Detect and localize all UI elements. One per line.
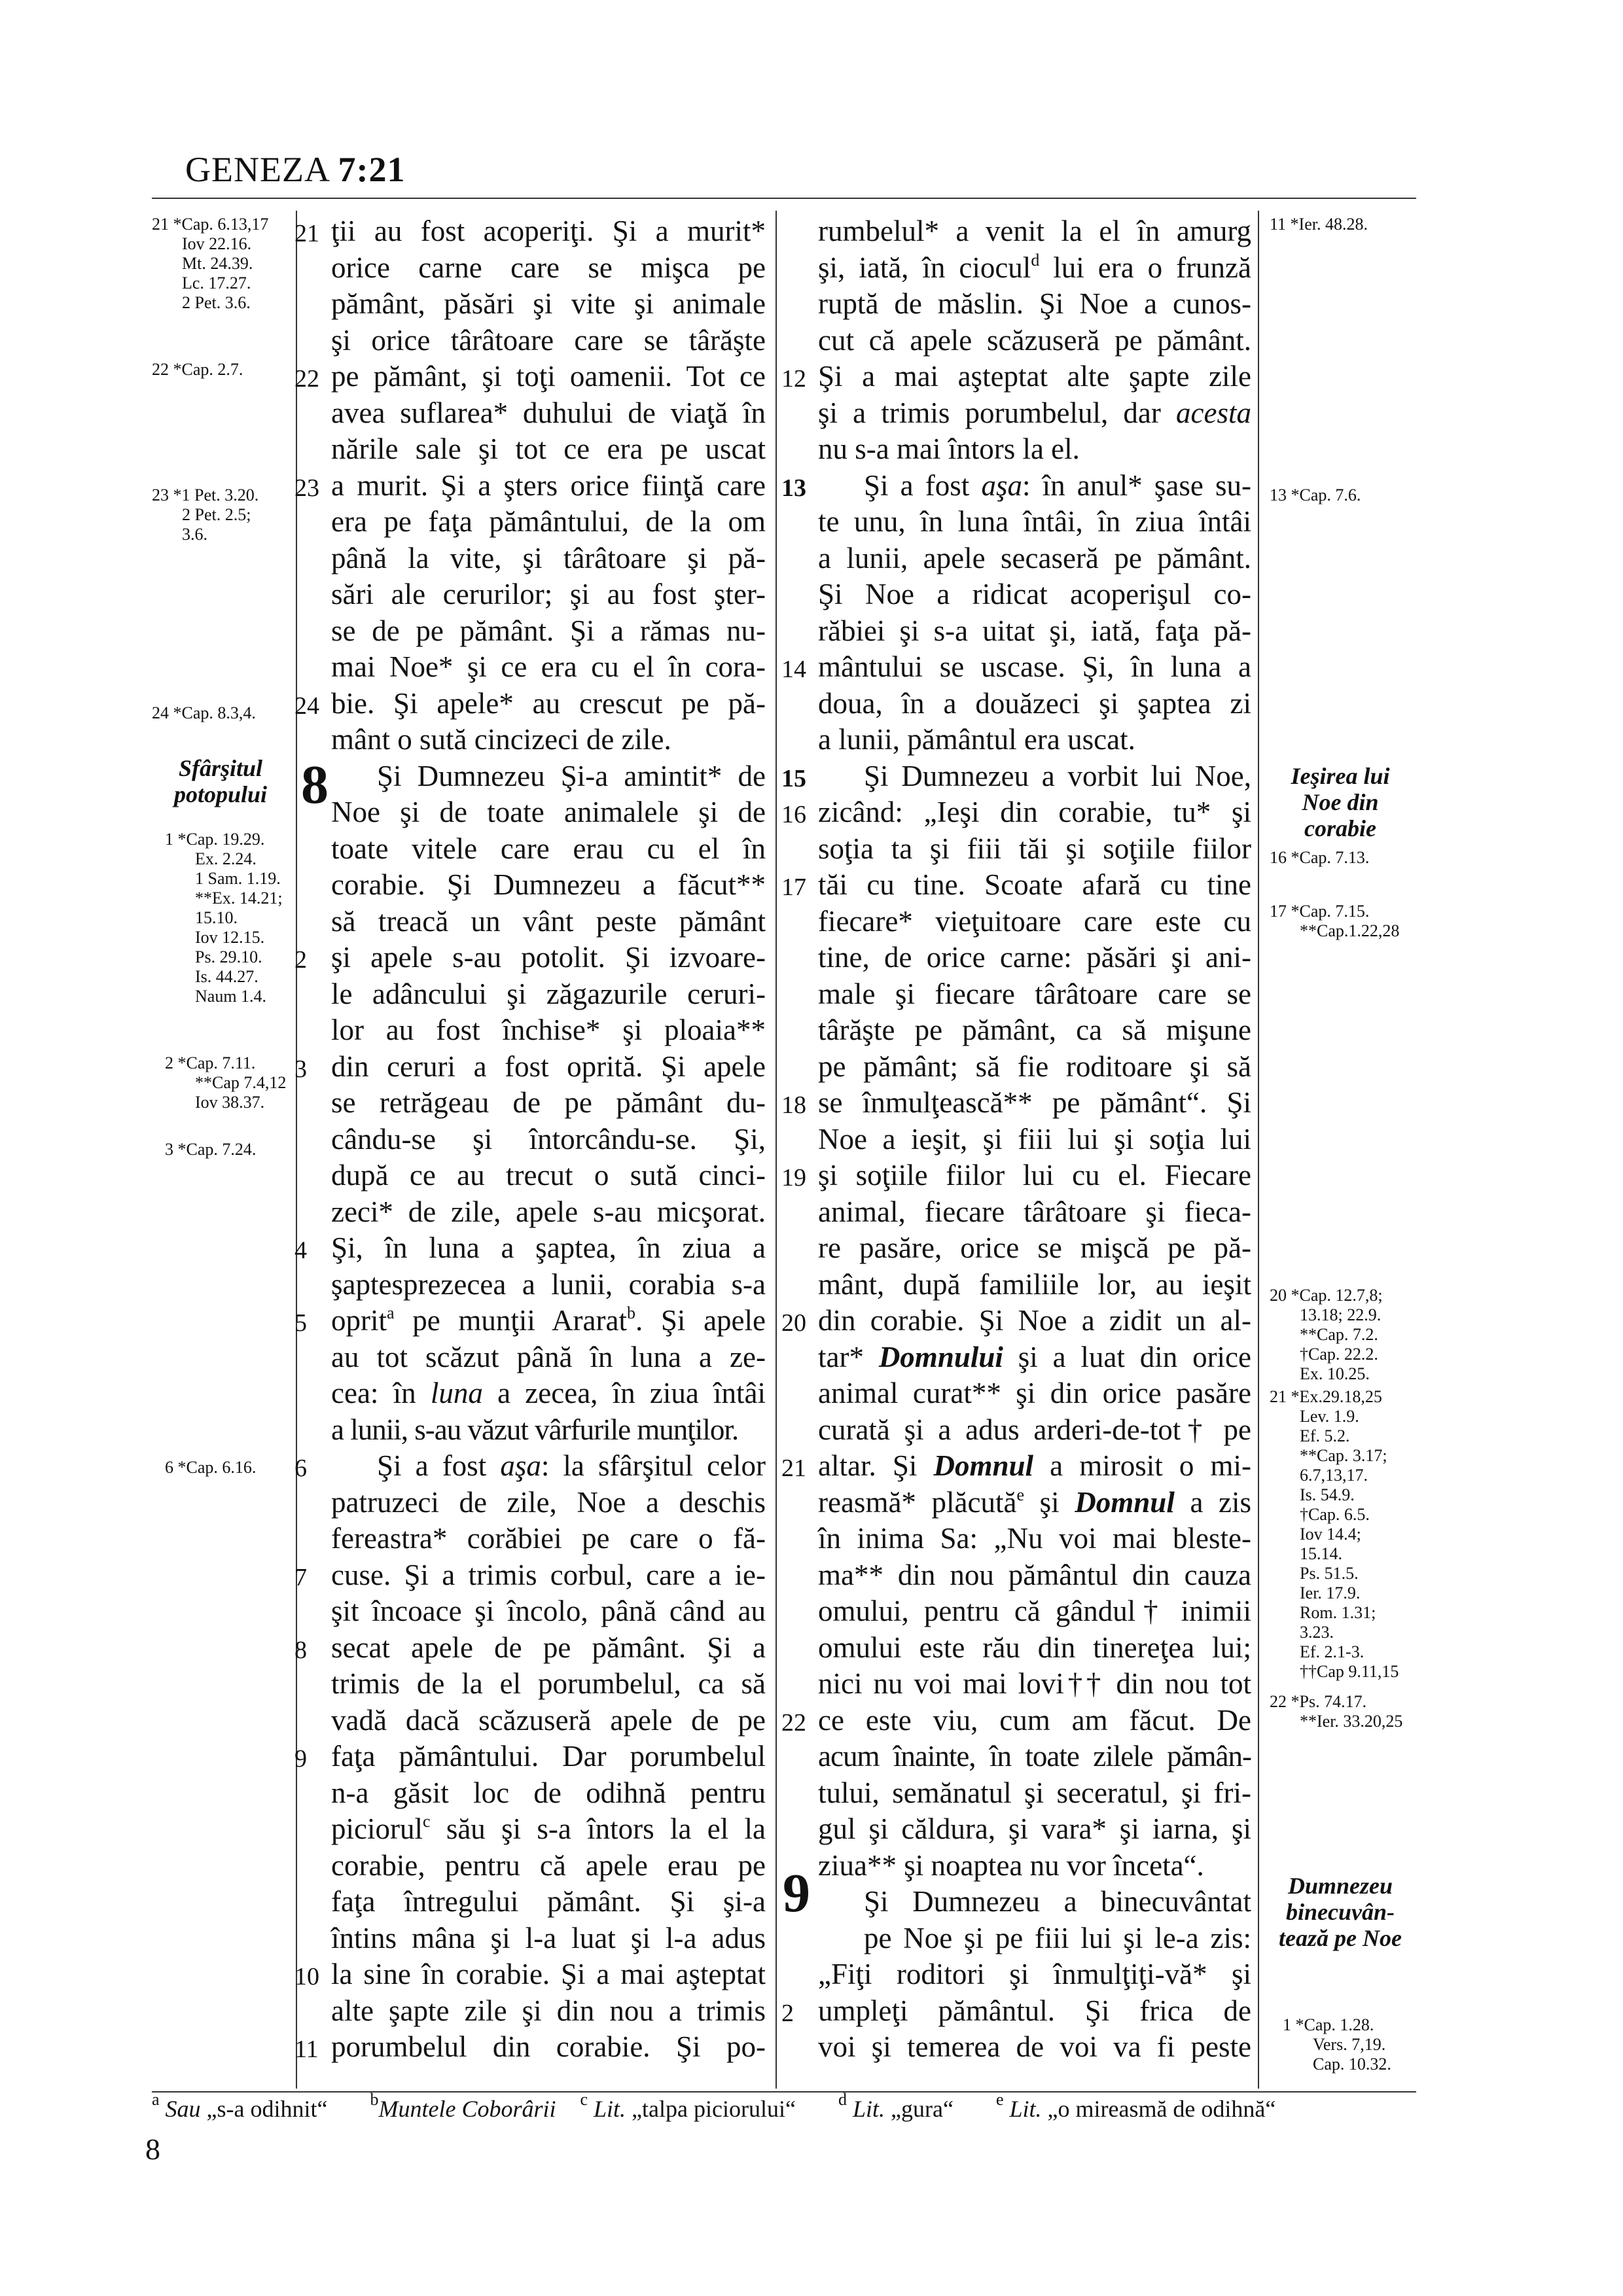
ref-block: 13 *Cap. 7.6. — [1270, 486, 1361, 504]
text-line: 19 şi soţiile fiilor lui cu el. Fiecare — [781, 1159, 1251, 1192]
text-line: 6 Şi a fost aşa: la sfârşitul celor — [294, 1449, 766, 1482]
running-header — [185, 149, 405, 190]
text-line: nu s-a mai întors la el. — [818, 433, 1080, 465]
text-line: se de pe pământ. Şi a rămas nu- — [331, 614, 766, 647]
text-line: întins mâna şi l-a luat şi l-a adus — [331, 1921, 766, 1954]
ref-block: 17 *Cap. 7.15. **Cap.1.22,28 — [1270, 902, 1400, 940]
text-line: ruptă de măslin. Şi Noe a cunos- — [818, 287, 1251, 320]
text-column-1 — [294, 213, 766, 2066]
page-number: 8 — [145, 2132, 160, 2166]
text-line: în inima Sa: „Nu voi mai bleste- — [818, 1522, 1251, 1555]
text-line: a lunii, s-au văzut vârfurile munţilor. — [331, 1413, 739, 1446]
book-name: GENEZA — [185, 150, 329, 189]
text-line: nările sale şi tot ce era pe uscat — [331, 433, 766, 465]
text-line: şi orice târâtoare care se târăşte — [331, 323, 766, 357]
text-line: piciorul$^c$ său şi s-a întors la el la — [331, 1812, 766, 1845]
text-line: 17 tăi cu tine. Scoate afară cu tine — [781, 868, 1251, 901]
chapter-verse: 7:21 — [338, 150, 406, 189]
text-line: 16 zicând: „Ieşi din corabie, tu* şi — [781, 796, 1251, 828]
text-line: şi a trimis porumbelul, dar acesta — [818, 396, 1251, 429]
text-line: să treacă un vânt peste pământ — [331, 904, 766, 938]
footnotes — [152, 2090, 1416, 2123]
text-line: „Fiţi roditori şi înmulţiţi-vă* şi — [818, 1958, 1251, 1990]
text-line: 3 din ceruri a fost oprită. Şi apele — [294, 1050, 766, 1083]
text-line: târăşte pe pământ, ca să mişune — [818, 1014, 1251, 1046]
footnote: $^a$ Sau „s-a odihnit“ — [152, 2090, 328, 2122]
ref-block: 6 *Cap. 6.16. — [165, 1458, 257, 1477]
ref-block: 21 *Cap. 6.13,17 Iov 22.16. Mt. 24.39. Lc. 17.27. 2 Pet. 3.6. — [152, 215, 269, 312]
text-line: n-a găsit loc de odihnă pentru — [331, 1776, 766, 1809]
text-line: male şi fiecare târâtoare care se — [818, 977, 1251, 1010]
text-line: se retrăgeau de pe pământ du- — [331, 1086, 766, 1119]
text-line: alte şapte zile şi din nou a trimis — [331, 1994, 766, 2027]
text-line: animal, fiecare târâtoare şi fieca- — [818, 1195, 1251, 1228]
text-line: 2 umpleţi pământul. Şi frica de — [781, 1994, 1251, 2027]
text-line: corabie. Şi Dumnezeu a făcut** — [331, 868, 766, 901]
text-line: 11 porumbelul din corabie. Şi po- — [294, 2030, 766, 2063]
text-line: 23 a murit. Şi a şters orice fiinţă care — [294, 468, 766, 502]
ref-block: 1 *Cap. 1.28. Vers. 7,19. Cap. 10.32. — [1283, 2015, 1391, 2074]
ref-block: 23 *1 Pet. 3.20. 2 Pet. 2.5; 3.6. — [152, 486, 259, 544]
text-line: 20 din corabie. Şi Noe a zidit un al- — [781, 1304, 1251, 1337]
text-line: 14 mântului se uscase. Şi, în luna a — [781, 650, 1251, 683]
text-line: faţa întregului pământ. Şi şi-a — [331, 1885, 766, 1918]
text-line: omului este rău din tinereţea lui; — [818, 1631, 1251, 1664]
text-line: acum înainte, în toate zilele pămân- — [818, 1740, 1251, 1773]
text-line: şaptesprezecea a lunii, corabia s-a — [331, 1267, 766, 1301]
section-heading-exit-ark: Ieşirea lui Noe din corabie — [1291, 763, 1390, 841]
text-line: lor au fost închise* şi ploaia** — [331, 1014, 766, 1046]
text-line: cut că apele scăzuseră pe pământ. — [818, 323, 1251, 357]
section-heading-god-blesses-noah: Dumnezeu binecuvân- tează pe Noe — [1279, 1873, 1402, 1951]
ref-block: 1 *Cap. 19.29. Ex. 2.24. 1 Sam. 1.19. **Ex. 14.21; 15.10. Iov 12.15. Ps. 29.10. Is. 44.27. Naum 1.4. — [165, 830, 283, 1006]
text-line: te unu, în luna întâi, în ziua întâi — [818, 505, 1251, 538]
text-line: mai Noe* şi ce era cu el în cora- — [331, 650, 766, 683]
text-line: 9 faţa pământului. Dar porumbelul — [294, 1740, 766, 1773]
text-line: animal curat** şi din orice pasăre — [818, 1377, 1251, 1409]
ref-block: 3 *Cap. 7.24. — [165, 1140, 257, 1159]
text-line: tar* Domnului şi a luat din orice — [818, 1340, 1252, 1373]
text-line: era pe faţa pământului, de la om — [331, 505, 766, 538]
column-rule-middle — [776, 211, 777, 2089]
section-heading-end-of-flood: Sfârşitul potopului — [173, 755, 268, 807]
text-line: toate vitele care erau cu el în — [331, 832, 766, 865]
text-line: vadă dacă scăzuseră apele de pe — [331, 1703, 766, 1737]
text-line: mânt o sută cincizeci de zile. — [331, 723, 671, 756]
text-line: tului, semănatul şi seceratul, şi fri- — [818, 1776, 1251, 1809]
text-line: cându-se şi întorcându-se. Şi, — [331, 1122, 766, 1156]
text-line: pe Noe şi pe fiii lui şi le-a zis: — [864, 1921, 1251, 1954]
text-line: 15 Şi Dumnezeu a vorbit lui Noe, — [781, 759, 1251, 792]
chapter-number-9: 9 — [783, 1863, 810, 1924]
text-line: voi şi temerea de voi va fi peste — [818, 2030, 1251, 2063]
text-line: Noe şi de toate animalele şi de — [331, 796, 766, 828]
ref-block: 2 *Cap. 7.11. **Cap 7.4,12 Iov 38.37. — [165, 1053, 287, 1112]
text-line: curată şi a adus arderi-de-tot† pe — [818, 1413, 1251, 1446]
chapter-number-8: 8 — [301, 754, 329, 815]
text-line: patruzeci de zile, Noe a deschis — [331, 1485, 766, 1519]
text-line: şit încoace şi încolo, până când au — [331, 1595, 766, 1627]
column-rule-right — [1258, 211, 1259, 2089]
text-line: după ce au trecut o sută cinci- — [331, 1159, 766, 1192]
text-line: 7 cuse. Şi a trimis corbul, care a ie- — [294, 1558, 766, 1591]
text-line: a lunii, pământul era uscat. — [818, 723, 1135, 756]
text-line: răbiei şi s-a uitat şi, iată, faţa pă- — [818, 614, 1251, 647]
text-line: doua, în a douăzeci şi şaptea zi — [818, 686, 1251, 720]
text-line: avea suflarea* duhului de viaţă în — [331, 396, 766, 429]
text-line: 22 pe pământ, şi toţi oamenii. Tot ce — [294, 360, 766, 393]
ref-block: 11 *Ier. 48.28. — [1270, 215, 1368, 234]
header-rule — [152, 198, 1416, 199]
text-line: pământ, păsări şi vite şi animale — [331, 287, 766, 320]
ref-block: 22 *Ps. 74.17. **Ier. 33.20,25 — [1270, 1692, 1403, 1731]
text-line: nici nu voi mai lovi†† din nou tot — [818, 1667, 1251, 1700]
ref-block: 24 *Cap. 8.3,4. — [152, 703, 256, 722]
text-line: rumbelul* a venit la el în amurg — [818, 215, 1251, 247]
ref-block: 16 *Cap. 7.13. — [1270, 848, 1370, 867]
ref-block: 21 *Ex.29.18,25 Lev. 1.9. Ef. 5.2. **Cap. 3.17; 6.7,13,17. Is. 54.9. †Cap. 6.5. Iov 14.4; 15.14. Ps. 51.5. Ier. 17.9. Rom. 1.31; 3.23. Ef. 2.1-3. ††Cap 9.11,15 — [1270, 1387, 1399, 1681]
text-line: 18 se înmulţească** pe pământ“. Şi — [781, 1086, 1251, 1119]
text-line: pe pământ; să fie roditoare şi să — [818, 1050, 1251, 1083]
text-line: le adâncului şi zăgazurile ceruri- — [331, 977, 766, 1010]
text-line: orice carne care se mişca pe — [331, 251, 766, 284]
ref-block: 22 *Cap. 2.7. — [152, 360, 243, 379]
text-line: Noe a ieşit, şi fiii lui şi soţia lui — [818, 1122, 1251, 1156]
text-line: 4 Şi, în luna a şaptea, în ziua a — [294, 1231, 766, 1264]
text-line: re pasăre, orice se mişcă pe pă- — [818, 1231, 1251, 1264]
text-line: fereastra* corăbiei pe care o fă- — [331, 1522, 766, 1555]
text-line: soţia ta şi fiii tăi şi soţiile fiilor — [818, 832, 1251, 865]
text-line: sări ale cerurilor; şi au fost şter- — [331, 578, 766, 610]
text-line: gul şi căldura, şi vara* şi iarna, şi — [818, 1812, 1251, 1845]
footnote: $^e$ Lit. „o mireasmă de odihnă“ — [995, 2090, 1276, 2122]
footnote: $^c$ Lit. „talpa piciorului“ — [580, 2090, 796, 2122]
text-column-2 — [781, 213, 1252, 2066]
text-line: 13 Şi a fost aşa: în anul* şase su- — [781, 468, 1251, 502]
text-line: corabie, pentru că apele erau pe — [331, 1848, 766, 1882]
text-line: cea: în luna a zecea, în ziua întâi — [331, 1377, 766, 1409]
text-line: tine, de orice carne: păsări şi ani- — [818, 941, 1251, 974]
text-line: Şi Dumnezeu Şi-a amintit* de — [377, 759, 766, 792]
text-line: reasmă* plăcută$^e$ şi Domnul a zis — [818, 1485, 1252, 1519]
text-line: omului, pentru că gândul† inimii — [818, 1595, 1251, 1627]
text-line: 10 la sine în corabie. Şi a mai aşteptat — [294, 1958, 766, 1990]
text-line: ma** din nou pământul din cauza — [818, 1558, 1251, 1591]
text-line: 12 Şi a mai aşteptat alte şapte zile — [781, 360, 1251, 393]
text-line: ziua** şi noaptea nu vor înceta“. — [818, 1848, 1204, 1882]
text-line: 21 ţii au fost acoperiţi. Şi a murit* — [294, 215, 766, 247]
ref-block: 20 *Cap. 12.7,8; 13.18; 22.9. **Cap. 7.2. †Cap. 22.2. Ex. 10.25. — [1270, 1286, 1383, 1383]
footnote: $^b$Muntele Coborârii — [370, 2090, 556, 2122]
text-line: mânt, după familiile lor, au ieşit — [818, 1267, 1251, 1301]
text-line: fiecare* vieţuitoare care este cu — [818, 904, 1251, 938]
text-line: 5 oprit$^a$ pe munţii Ararat$^b$. Şi apele — [294, 1303, 766, 1337]
text-line: zeci* de zile, apele s-au micşorat. — [331, 1195, 766, 1228]
text-line: trimis de la el porumbelul, ca să — [331, 1667, 766, 1700]
text-line: şi, iată, în ciocul$^d$ lui era o frunză — [818, 250, 1252, 284]
text-line: 21 altar. Şi Domnul a mirosit o mi- — [781, 1449, 1251, 1482]
text-line: 2 şi apele s-au potolit. Şi izvoare- — [294, 941, 766, 974]
footnote-rule — [152, 2091, 1416, 2093]
text-line: au tot scăzut până în luna a ze- — [331, 1340, 766, 1373]
text-line: Şi Dumnezeu a binecuvântat — [864, 1885, 1251, 1918]
text-line: a lunii, apele secaseră pe pământ. — [818, 541, 1251, 574]
text-line: Şi Noe a ridicat acoperişul co- — [818, 578, 1251, 610]
text-line: 22 ce este viu, cum am făcut. De — [781, 1703, 1251, 1737]
footnote: $^d$ Lit. „gura“ — [838, 2090, 954, 2122]
text-line: 8 secat apele de pe pământ. Şi a — [294, 1631, 766, 1664]
text-line: până la vite, şi târâtoare şi pă- — [331, 541, 766, 574]
text-line: 24 bie. Şi apele* au crescut pe pă- — [294, 686, 766, 720]
